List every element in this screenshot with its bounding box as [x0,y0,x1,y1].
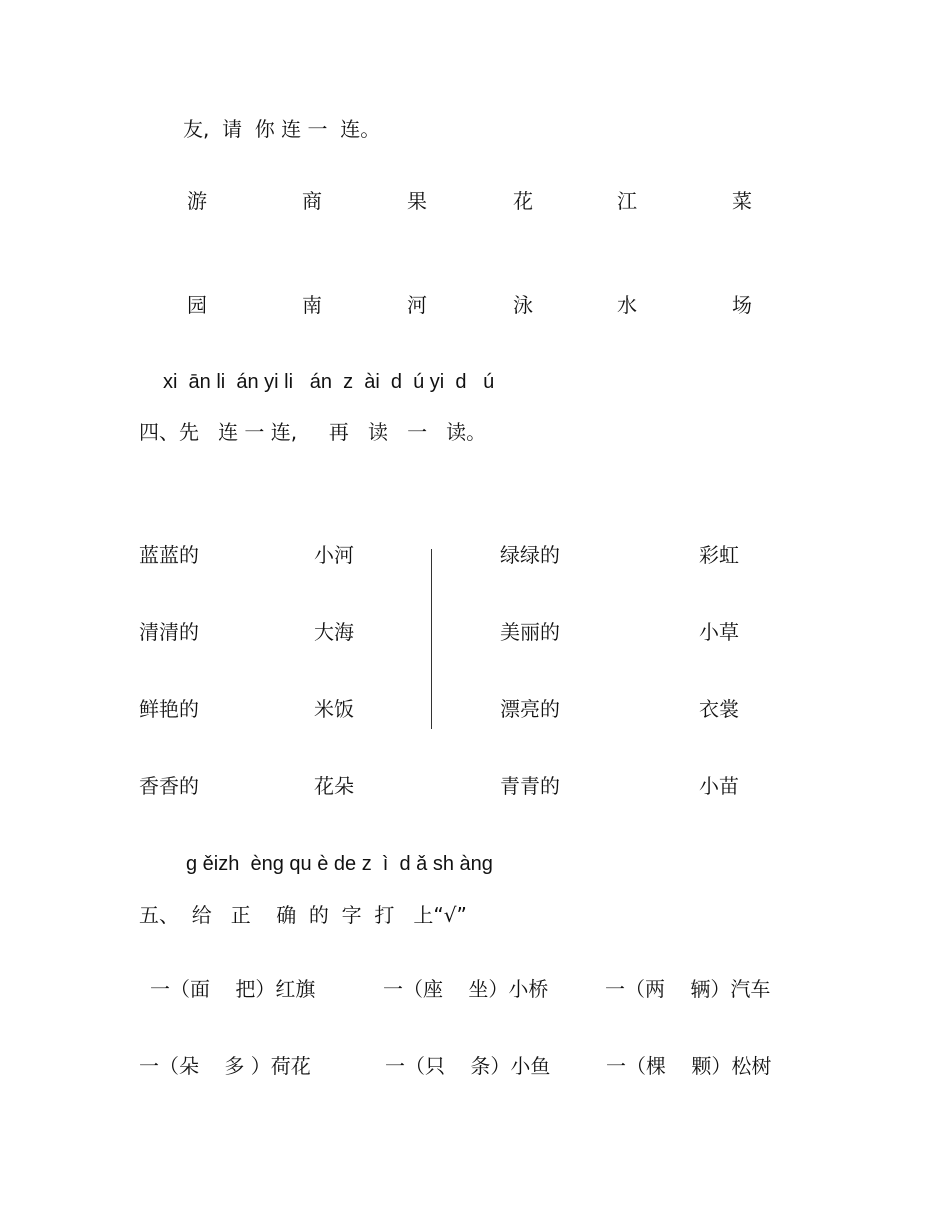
char-bottom-6: 场 [732,293,752,317]
right-noun-1: 彩虹 [699,543,739,567]
choice-6: 一（棵 颗）松树 [606,1054,772,1078]
char-top-4: 花 [513,189,533,213]
choice-2: 一（座 坐）小桥 [383,977,549,1001]
right-adj-4: 青青的 [500,774,560,798]
char-top-2: 商 [302,189,322,213]
right-noun-2: 小草 [699,620,739,644]
left-adj-4: 香香的 [139,774,199,798]
section4-heading: 四、先 连 一 连, 再 读 一 读。 [139,420,487,444]
char-bottom-3: 河 [407,293,427,317]
left-noun-3: 米饭 [314,697,354,721]
section3-intro: 友, 请 你 连 一 连。 [183,117,381,141]
right-adj-1: 绿绿的 [500,543,560,567]
char-bottom-5: 水 [617,293,637,317]
char-top-5: 江 [617,189,637,213]
char-top-6: 菜 [732,189,752,213]
choice-4: 一（朵 多 ）荷花 [139,1054,311,1078]
right-noun-3: 衣裳 [699,697,739,721]
left-adj-1: 蓝蓝的 [139,543,199,567]
char-bottom-2: 南 [302,293,322,317]
char-top-1: 游 [187,189,207,213]
column-divider [431,549,432,729]
left-noun-4: 花朵 [314,774,354,798]
section5-pinyin: g ěizh èng qu è de z ì d ǎ sh àng [186,853,493,875]
choice-1: 一（面 把）红旗 [150,977,316,1001]
right-noun-4: 小苗 [699,774,739,798]
right-adj-3: 漂亮的 [500,697,560,721]
left-noun-1: 小河 [314,543,354,567]
char-bottom-4: 泳 [513,293,533,317]
choice-5: 一（只 条）小鱼 [385,1054,551,1078]
left-adj-2: 清清的 [139,620,199,644]
char-bottom-1: 园 [187,293,207,317]
choice-3: 一（两 辆）汽车 [605,977,771,1001]
char-top-3: 果 [407,189,427,213]
section4-pinyin: xi ān li án yi li án z ài d ú yi d ú [163,371,495,393]
left-noun-2: 大海 [314,620,354,644]
section5-heading: 五、 给 正 确 的 字 打 上“√” [139,903,467,927]
left-adj-3: 鲜艳的 [139,697,199,721]
right-adj-2: 美丽的 [500,620,560,644]
